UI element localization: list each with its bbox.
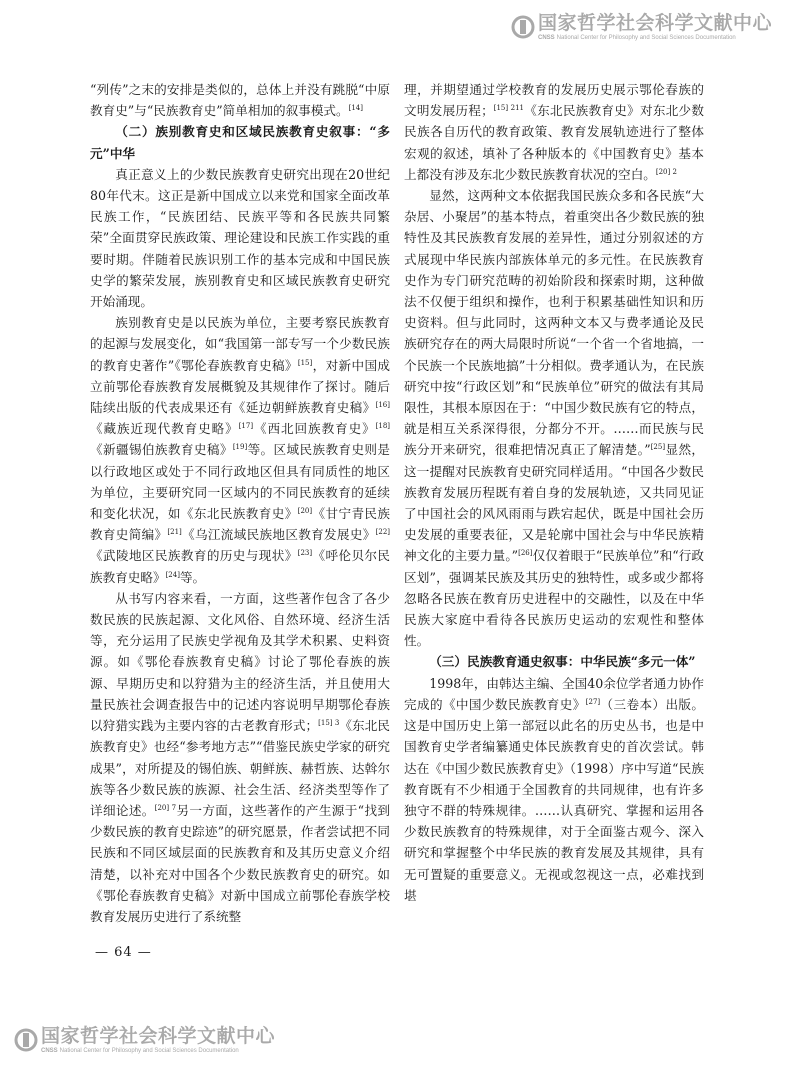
paragraph-text: 等。 [179,569,206,585]
watermark-title: 国家哲学社会科学文献中心 [537,12,772,34]
footnote-ref: [24] [165,570,180,579]
body-paragraph [90,588,390,927]
watermark-emblem-icon [14,1028,38,1052]
page-number: — 64 — [95,945,152,960]
paragraph-text: 《东北民族教育史》对东北少数民族各自历代的教育政策、教育发展轨迹进行了整体宏观的叙述，填补了各种版本的《中国教育史》基本上都没有涉及东北少数民族教育状况的空白。 [404,103,705,182]
paragraph-text: 从书写内容来看，一方面，这些著作包含了各少数民族的民族起源、文化风俗、自然环境、经济生活等，充分运用了民族史学视角及其学术积累、史料资源。如《鄂伦春族教育史稿》讨论了鄂伦春族的族源、早期历史和以狩猎为主的经济生活，并且使用大量民族社会调查报告中的记述内容说明早期鄂伦春族以狩猎实践为主要内容的古老教育形式； [90,590,390,734]
paragraph-text: 显然，这两种文本依据我国民族众多和各民族“大杂居、小聚居”的基本特点，着重突出各少数民族的独特性及其民族教育发展的差异性，通过分别叙述的方式展现中华民族内部族体单元的多元性。在民族教育史作为专门研究范畴的初始阶段和探索时期，这种做法不仅便于组织和操作，也利于积累基础性知识和历史资料。但与此同时，这两种文本又与费孝通论及民族研究存在的两大局限时所说“一个省一个省地搞，一个民族一个民族地搞”十分相似。费孝通认为，在民族研究中按“行政区划”和“民族单位”研究的做法有其局限性，其根本原因在于：“中国少数民族有它的特点，就是相互关系深得很，分都分不开。……而民族与民族分开来研究，很难把情况真正了解清楚。” [404,188,704,458]
paragraph-text: “列传”之末的安排是类似的，总体上并没有跳脱“中原教育史”与“民族教育史”简单相加的叙事模式。 [90,82,390,119]
watermark-subtitle [538,34,772,42]
footnote-ref: [18] [375,422,391,431]
footnote-ref: [15] [297,358,313,367]
footnote-ref: [17] [238,422,254,431]
paragraph-text: 族别教育史是以民族为单位，主要考察民族教育的起源与发展变化，如“我国第一部专写一个少数民族的教育史著作”《鄂伦春族教育史稿》 [90,315,390,373]
body-paragraph [404,185,704,651]
paragraph-text: 等。区域民族教育史则是以行政地区或处于不同行政地区但具有同质性的地区为单位，主要研究同一区域内的不同民族教育的延续和变化状况，如《东北民族教育史》 [90,442,391,522]
footnote-ref: [16] [375,400,390,409]
footnote-ref: [20] [297,506,313,515]
paragraph-text: 另一方面，这些著作的产生源于“找到少数民族的教育史踪迹”的研究愿景，作者尝试把不同民族和不同区域层面的民族教育和及其历史意义介绍清楚，以补充对中国各个少数民族教育史的研究。如《鄂伦春族教育史稿》对新中国成立前鄂伦春族学校教育发展历史进行了系统整 [90,802,390,924]
paragraph-text: （二）族别教育史和区域民族教育史叙事：“多元”中华 [90,124,390,161]
footnote-ref: [15] 211 [493,104,524,113]
watermark-english: National Center for Philosophy and Social Sciences Documentation [556,35,736,41]
watermark-emblem-icon [511,15,535,39]
watermark-abbr: CNSS [41,1048,58,1054]
section-heading [404,651,704,672]
paragraph-text: （三）民族教育通史叙事：中华民族“多元一体” [429,654,696,670]
footnote-ref: [20] 2 [655,167,677,176]
watermark-abbr: CNSS [537,35,555,41]
body-paragraph [90,164,390,312]
paragraph-text: 理，并期望通过学校教育的发展历史展示鄂伦春族的文明发展历程； [404,82,704,119]
left-column [90,79,390,927]
paragraph-text: 《东北民族教育史》也经“参考地方志”“借鉴民族史学家的研究成果”，对所提及的锡伯族、朝鲜族、赫哲族、达斡尔族等各少数民族的族源、社会生活、经济类型等作了详细论述。 [90,718,390,818]
paragraph-text: 《新疆锡伯族教育史稿》 [90,442,233,458]
footnote-ref: [22] [375,528,391,537]
paragraph-text: 《乌江流域民族地区教育发展史》 [181,527,376,543]
paragraph-text: （三卷本）出版。这是中国历史上第一部冠以此名的历史丛书，也是中国教育史学者编纂通史体民族教育史的首次尝试。韩达在《中国少数民族教育史》（1998）序中写道“民族教育既有不少相通于全国教育的共同规律，也有许多独守不群的特殊规律。……认真研究、掌握和运用各少数民族教育的特殊规律，对于全面鉴古观今、深入研究和掌握整个中华民族的教育发展及其规律，具有无可置疑的重要意义。无视或忽视这一点，必难找到堪 [404,696,705,903]
watermark-subtitle [41,1047,275,1055]
body-paragraph [90,79,390,121]
watermark-title: 国家哲学社会科学文献中心 [41,1025,276,1047]
footnote-ref: [20] 7 [154,803,177,812]
footnote-ref: [27] [585,697,601,706]
body-paragraph [90,312,390,588]
right-column [404,79,704,906]
watermark-logo-top [511,12,772,42]
paragraph-text: 《武陵地区民族教育的历史与现状》 [90,548,298,564]
paragraph-text: 《藏族近现代教育史略》 [90,421,239,437]
footnote-ref: [15] 3 [318,718,340,727]
body-paragraph [404,79,704,185]
watermark-logo-bottom [14,1025,275,1055]
paragraph-text: 仅仅着眼于“民族单位”和“行政区划”，强调某民族及其历史的独特性，或多或少都将忽略各民族在教育历史进程中的交融性，以及在中华民族大家庭中看待各民族历史运动的宏观性和整体性。 [404,548,704,649]
footnote-ref: [26] [518,549,533,558]
paragraph-text: 《西北回族教育史》 [253,421,376,437]
footnote-ref: [19] [232,443,248,452]
paragraph-text: 《呼伦贝尔民族教育史略》 [90,548,391,585]
footnote-ref: [21] [167,528,182,537]
paragraph-text: 真正意义上的少数民族教育史研究出现在20世纪80年代末。这正是新中国成立以来党和国家全面改革民族工作，“民族团结、民族平等和各民族共同繁荣”全面贯穿民族政策、理论建设和民族工作实践的重要时期。伴随着民族识别工作的基本完成和中国民族史学的繁荣发展，族别教育史和区域民族教育史研究开始涌现。 [90,166,390,310]
footnote-ref: [23] [297,549,313,558]
body-paragraph [404,673,704,906]
paragraph-text: 显然，这一提醒对民族教育史研究同样适用。“中国各少数民族教育发展历程既有着自身的发展轨迹，又共同见证了中国社会的风风雨雨与跌宕起伏，既是中国社会历史发展的重要表征，又是轮廓中国社会与中华民族精神文化的主要力量。” [404,442,705,564]
footnote-ref: [14] [348,104,363,113]
footnote-ref: [25] [650,443,666,452]
paragraph-text: 1998年，由韩达主编、全国40余位学者通力协作完成的《中国少数民族教育史》 [404,675,704,712]
section-heading [90,121,390,163]
paragraph-text: ，对新中国成立前鄂伦春族教育发展概貌及其规律作了探讨。随后陆续出版的代表成果还有《延边朝鲜族教育史稿》 [90,357,391,416]
paragraph-text: 《甘宁青民族教育史简编》 [90,506,391,543]
watermark-english: National Center for Philosophy and Social Sciences Documentation [59,1048,239,1054]
